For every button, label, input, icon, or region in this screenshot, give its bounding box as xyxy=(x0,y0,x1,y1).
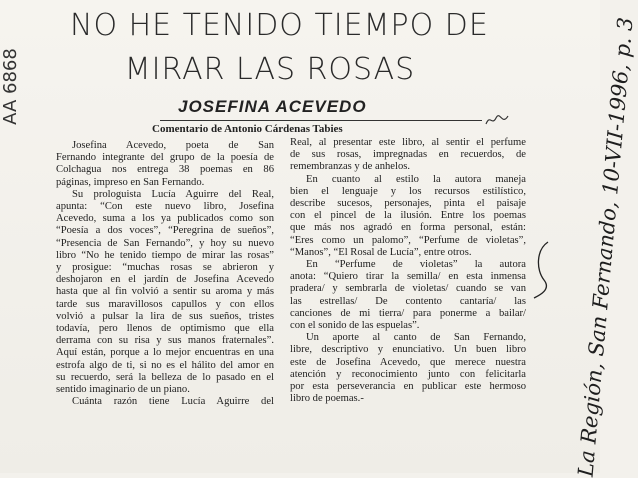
text-line: atención y reconocimiento junto con felicitarla xyxy=(290,368,526,380)
text-line: que más nos agradó en forma personal, están: xyxy=(290,222,526,234)
archive-code-text: AA 6868 xyxy=(0,48,21,125)
article-title-line-1: NO HE TENIDO TIEMPO DE xyxy=(70,8,489,43)
handwritten-mark-icon xyxy=(484,112,510,128)
text-line: Real, al presentar este libro, al sentir el perfume xyxy=(290,137,526,148)
text-line: apunta: “Con este nuevo libro, Josefina xyxy=(56,201,274,213)
text-line: “Eres como un palomo”, “Perfume de violetas”, xyxy=(290,234,526,246)
text-line: por esta perseverancia en publicar este hermoso xyxy=(290,381,526,393)
text-line: bien el lenguaje y los recursos estilístico, xyxy=(290,185,526,197)
text-line: de sus rosas, impregnadas en recuerdos, de xyxy=(290,149,526,161)
text-line: páginas, impreso en San Fernando. xyxy=(56,176,205,188)
text-line: su recuerdo, será la belleza de lo pasado en el xyxy=(56,371,274,383)
article-title-line-2: MIRAR LAS ROSAS xyxy=(124,52,416,87)
article-author: JOSEFINA ACEVEDO xyxy=(178,97,367,116)
text-line: “Poesía a dos voces”, “Peregrina de sueños”, xyxy=(56,225,274,237)
text-line: Aquí están, porque a lo mejor encuentras en una xyxy=(56,347,274,359)
text-line: Colchagua nos entrega 38 poemas en 86 xyxy=(56,164,274,176)
text-line: libro de poemas.- xyxy=(290,393,364,405)
text-line: Un aporte al canto de San Fernando, xyxy=(306,332,526,344)
handwritten-source-text: La Región, San Fernando, 10-VII-1996, p. 3 xyxy=(573,16,638,478)
text-line: “Manos”, “El Rosal de Lucía”, entre otros. xyxy=(290,246,472,258)
text-line: canciones de mi tierra/ para ponerme a bailar/ xyxy=(290,307,526,319)
text-line: libre, descriptivo y enunciativo. Un buen libro xyxy=(290,344,526,356)
text-line: tarde sus maravillosos capullos y con ellos xyxy=(56,298,274,310)
right-column xyxy=(290,137,526,405)
text-line: estrofa algo de ti, si no es el hálito del amor en xyxy=(56,359,274,371)
text-line: libro “No he tenido tiempo de mirar las rosas” xyxy=(56,249,274,261)
text-line: todavía, pero llenos de optimismo que ella xyxy=(56,323,274,335)
text-line: Josefina Acevedo, poeta de San xyxy=(72,140,274,151)
text-line: En “Perfume de violetas” la autora xyxy=(306,259,526,271)
text-line: con el pincel de la ilusión. Entre los poemas xyxy=(290,210,526,222)
text-line: y prosigue: “muchas rosas se abrieron y xyxy=(56,262,274,274)
text-line: Acevedo, suma a los ya publicados como son xyxy=(56,213,274,225)
text-line: las estrellas/ De contento cantaría/ las xyxy=(290,295,526,307)
text-line: describe sucesos, personajes, pinta el paisaje xyxy=(290,198,526,210)
text-line: “Presencia de San Fernando”, y hoy su nuevo xyxy=(56,237,274,249)
text-line: hasta que al fin volvió a sentir su aroma y más xyxy=(56,286,274,298)
text-line: Cuánta razón tiene Lucía Aguirre del xyxy=(72,396,274,408)
text-line: volvió a pulsar la lira de sus sueños, tristes xyxy=(56,310,274,322)
text-line: con el sonido de las espuelas”. xyxy=(290,320,420,332)
text-line: Su prologuista Lucía Aguirre del Real, xyxy=(72,188,274,200)
handwritten-source-note xyxy=(545,16,638,478)
text-line: Fernando integrante del grupo de la poesía de xyxy=(56,152,274,164)
text-line: deshojaron en el jardín de Josefina Acevedo xyxy=(56,274,274,286)
text-line: En cuanto al estilo la autora maneja xyxy=(306,173,526,185)
text-line: derrama con su risa y sus manos fraternales”. xyxy=(56,335,274,347)
text-line: sentido imaginario de un piano. xyxy=(56,384,190,396)
text-line: remembranzas y de anhelos. xyxy=(290,161,411,173)
article-byline: Comentario de Antonio Cárdenas Tabies xyxy=(152,123,343,135)
text-line: pradera/ y sembrarla de violetas/ cuando se van xyxy=(290,283,526,295)
left-column xyxy=(56,140,274,408)
text-line: anota: “Quiero tirar la semilla/ en esta inmensa xyxy=(290,271,526,283)
title-rule xyxy=(160,120,482,121)
text-line: este de Josefina Acevedo, que merece nuestra xyxy=(290,356,526,368)
archive-code-stamp xyxy=(0,24,34,154)
